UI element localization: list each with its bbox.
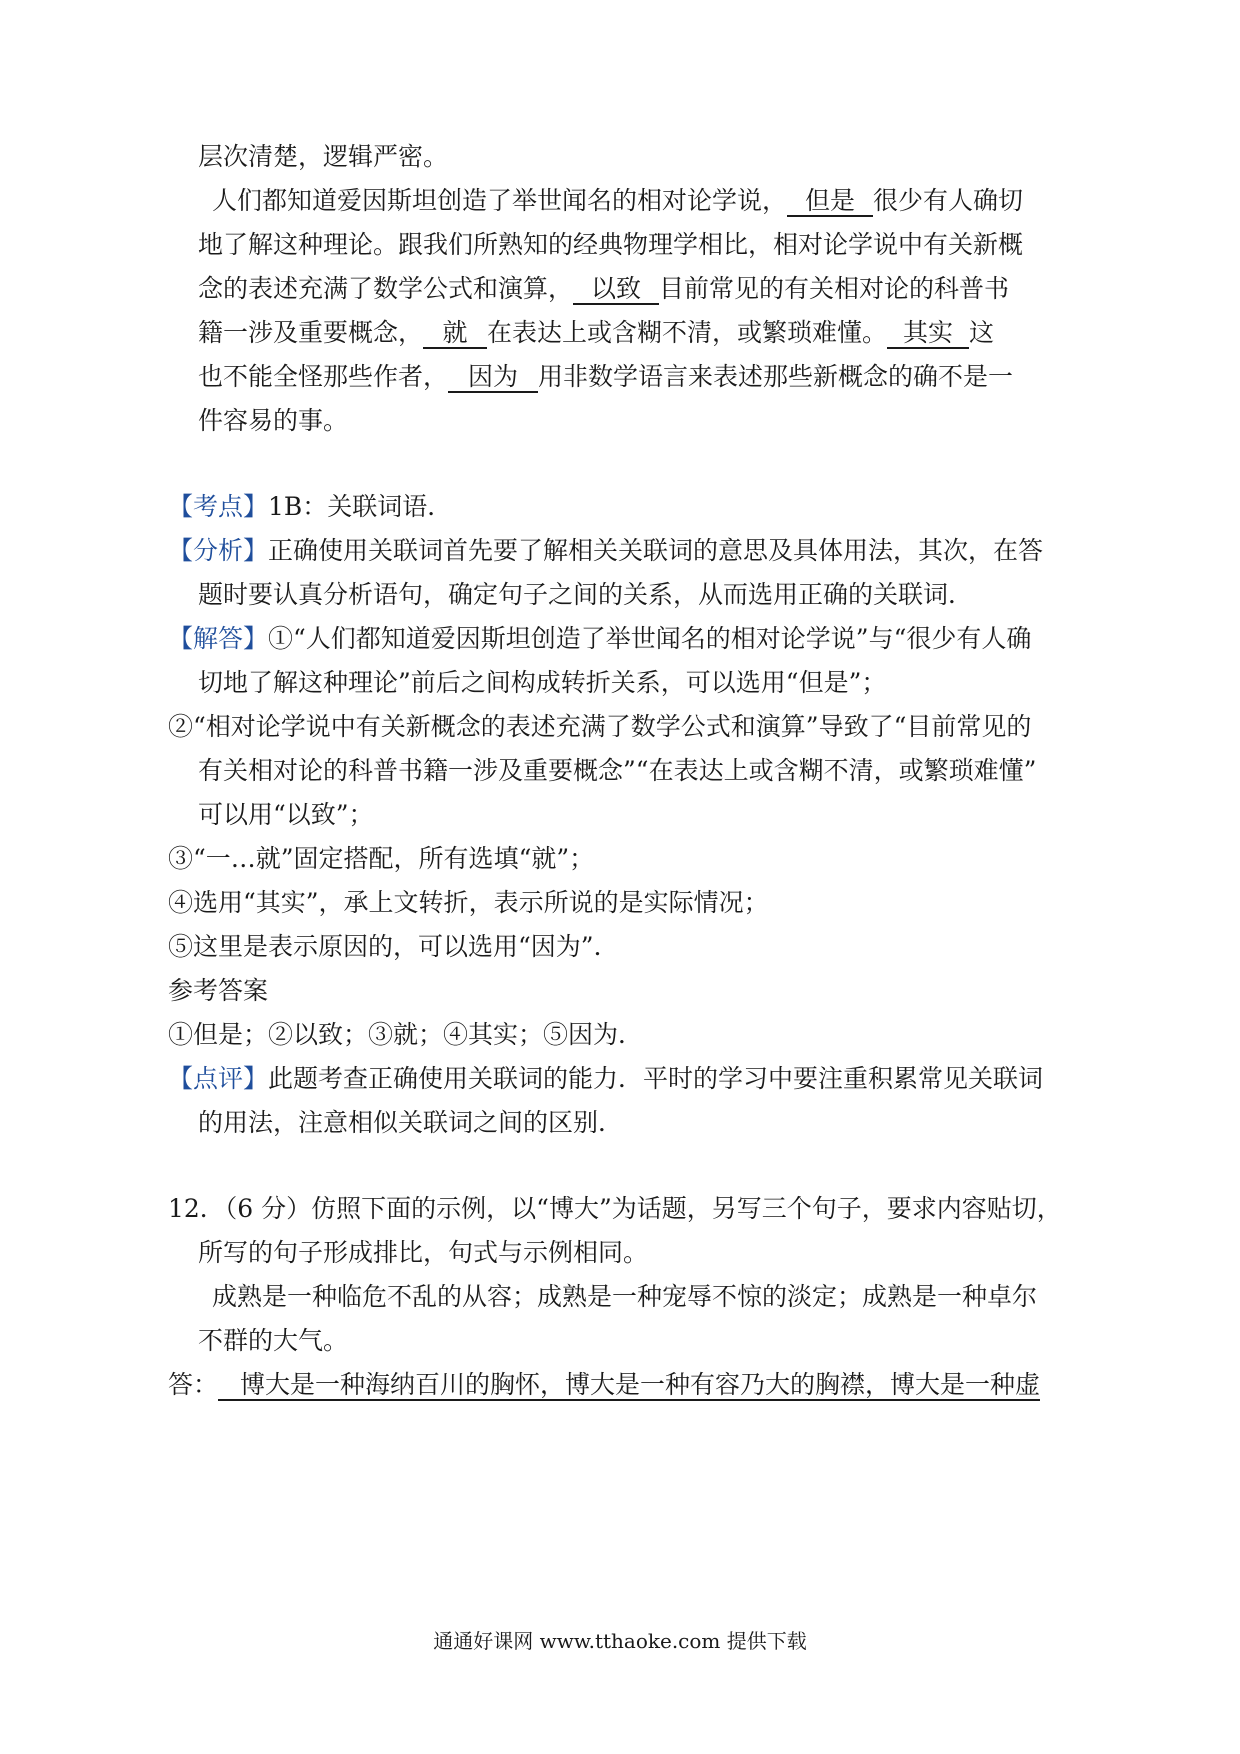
- passage-text: 人们都知道爱因斯坦创造了举世闻名的相对论学说，: [212, 186, 788, 215]
- question-12-title: 12．（6 分）仿照下面的示例，以“博大”为话题，另写三个句子，要求内容贴切，: [168, 1194, 1062, 1223]
- jieda-item: ②“相对论学说中有关新概念的表述充满了数学公式和演算”导致了“目前常见的: [168, 712, 1032, 741]
- answer-line: [168, 1369, 1040, 1401]
- fenxi-line: [168, 535, 1043, 567]
- dianping-line: [168, 1063, 1043, 1095]
- reference-answer-text: ①但是；②以致；③就；④其实；⑤因为．: [168, 1020, 644, 1049]
- dianping-line: 的用法，注意相似关联词之间的区别．: [198, 1108, 624, 1137]
- passage-text: 在表达上或含糊不清，或繁琐难懂。: [487, 318, 888, 347]
- jieda-tag: 【解答】: [168, 624, 269, 653]
- jieda-text: ①“人们都知道爱因斯坦创造了举世闻名的相对论学说”与“很少有人确: [268, 624, 1032, 653]
- question-12-line: 所写的句子形成排比，句式与示例相同。: [198, 1238, 649, 1267]
- example-line: 成熟是一种临危不乱的从容；成熟是一种宠辱不惊的淡定；成熟是一种卓尔: [212, 1282, 1038, 1311]
- example-line: 不群的大气。: [198, 1326, 349, 1355]
- fenxi-line: 题时要认真分析语句，确定句子之间的关系，从而选用正确的关联词．: [198, 580, 974, 609]
- fill-blank-2: 以致: [573, 275, 659, 305]
- jieda-item: ④选用“其实”，承上文转折，表示所说的是实际情况；: [168, 888, 769, 917]
- kaodian-line: [168, 491, 452, 523]
- fill-blank-3: 就: [423, 319, 487, 349]
- passage-line: [198, 273, 1009, 305]
- passage-text: 籍一涉及重要概念，: [198, 318, 424, 347]
- passage-text: 目前常见的有关相对论的科普书: [659, 274, 1010, 303]
- fenxi-text: 正确使用关联词首先要了解相关关联词的意思及具体用法，其次，在答: [268, 536, 1044, 565]
- passage-text: 用非数学语言来表述那些新概念的确不是一: [538, 362, 1014, 391]
- passage-line: [198, 317, 994, 349]
- dianping-text: 此题考查正确使用关联词的能力．平时的学习中要注重积累常见关联词: [268, 1064, 1044, 1093]
- jieda-item: 有关相对论的科普书籍一涉及重要概念”“在表达上或含糊不清，或繁琐难懂”: [198, 756, 1037, 785]
- passage-line: [198, 361, 1013, 393]
- passage-text: 这: [969, 318, 995, 347]
- jieda-line: [168, 623, 1031, 655]
- fill-blank-5: 因为: [448, 363, 538, 393]
- passage-line: 件容易的事。: [198, 406, 349, 435]
- jieda-item: ⑤这里是表示原因的，可以选用“因为”．: [168, 932, 619, 961]
- fill-blank-4: 其实: [887, 319, 969, 349]
- fill-blank-1: 但是: [787, 187, 873, 217]
- passage-line: 层次清楚，逻辑严密。: [198, 142, 449, 171]
- page-footer: 通通好课网 www.tthaoke.com 提供下载: [433, 1629, 807, 1653]
- passage-text: 也不能全怪那些作者，: [198, 362, 449, 391]
- passage-text: 很少有人确切: [873, 186, 1024, 215]
- fenxi-tag: 【分析】: [168, 536, 269, 565]
- passage-text: 念的表述充满了数学公式和演算，: [198, 274, 574, 303]
- kaodian-tag: 【考点】: [168, 492, 269, 521]
- answer-label: 答：: [168, 1370, 219, 1399]
- passage-line: [212, 185, 1023, 217]
- kaodian-text: 1B：关联词语．: [268, 492, 453, 521]
- answer-text: 博大是一种海纳百川的胸怀，博大是一种有容乃大的胸襟，博大是一种虚: [218, 1370, 1040, 1401]
- jieda-line: 切地了解这种理论”前后之间构成转折关系，可以选用“但是”；: [198, 668, 887, 697]
- jieda-item: ③“一…就”固定搭配，所有选填“就”；: [168, 844, 595, 873]
- reference-answer-label: 参考答案: [168, 976, 269, 1005]
- jieda-item: 可以用“以致”；: [198, 800, 374, 829]
- passage-line: 地了解这种理论。跟我们所熟知的经典物理学相比，相对论学说中有关新概: [198, 230, 1024, 259]
- dianping-tag: 【点评】: [168, 1064, 269, 1093]
